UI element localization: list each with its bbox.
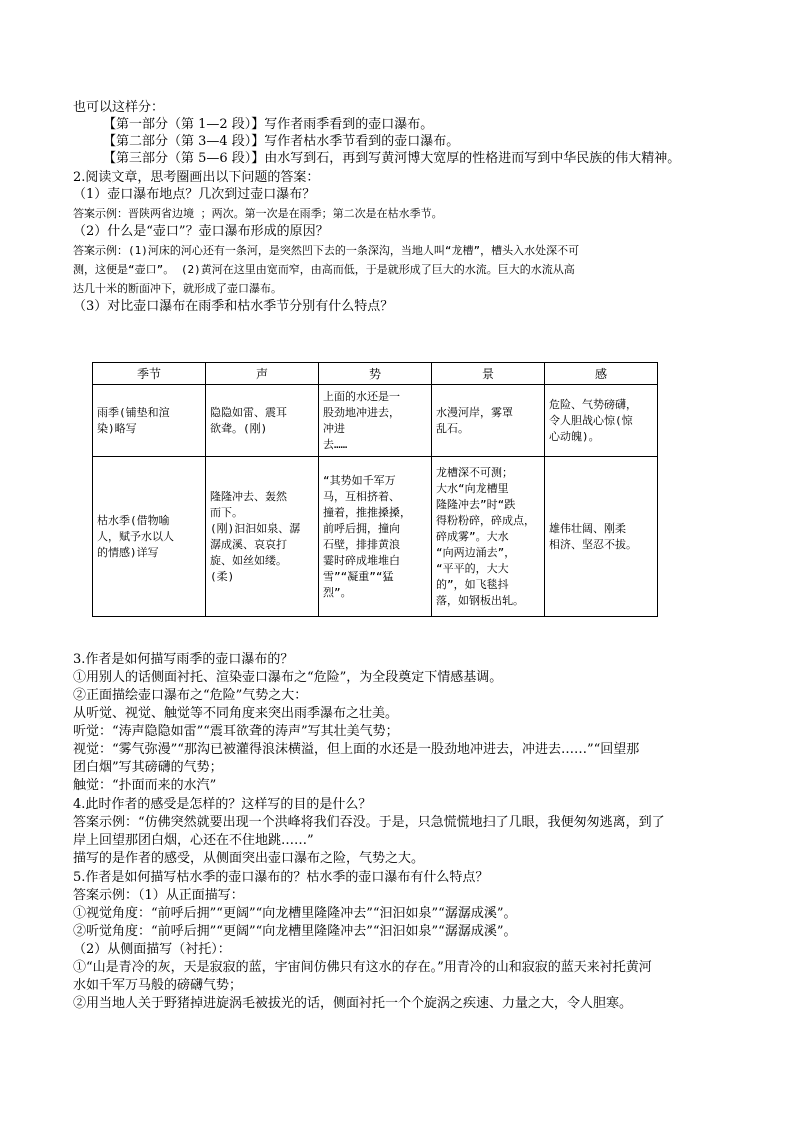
q2-sub2-answer-3: 达几十米的断面冲下，就形成了壶口瀑布。 (73, 282, 282, 295)
q4-title: 4.此时作者的感受是怎样的？这样写的目的是什么？ (73, 797, 372, 812)
q2-title: 2.阅读文章，思考圈画出以下问题的答案： (73, 170, 320, 185)
q5-answer-line: 水如千军万马般的磅礴气势； (73, 978, 243, 993)
q4-answer-line: 岸上回望那团白烟，心还在不住地跳……” (73, 833, 314, 848)
q5-answer-line: ①“山是青冷的灰，天是寂寂的蓝，宇宙间仿佛只有这水的存在。”用青冷的山和寂寂的蓝天来衬托黄河 (73, 960, 652, 975)
q2-sub1: （1）壶口瀑布地点？几次到过壶口瀑布？ (73, 187, 316, 202)
intro-part-3: 【第三部分（第 5—6 段）】由水写到石，再到写黄河博大宽厚的性格进而写到中华民族的伟大精神。 (103, 151, 681, 166)
q2-sub3: （3）对比壶口瀑布在雨季和枯水季节分别有什么特点？ (73, 299, 394, 314)
q3-answer-line: ②正面描绘壶口瀑布之“危险”气势之大： (73, 688, 308, 703)
q5-answer-line: ②用当地人关于野猪掉进旋涡毛被拔光的话，侧面衬托一个个旋涡之疾速、力量之大，令人胆寒。 (73, 996, 633, 1011)
table-cell: 水漫河岸，雾罩 乱石。 (432, 385, 545, 457)
table-cell: 隐隐如雷、震耳 欲聋。(刚) (206, 385, 319, 457)
q3-answer-line: ①用别人的话侧面衬托、渲染壶口瀑布之“危险”，为全段奠定下情感基调。 (73, 670, 503, 685)
comparison-table (92, 362, 658, 617)
q2-sub1-answer: 答案示例：晋陕两省边境 ；两次。第一次是在雨季；第二次是在枯水季节。 (73, 207, 443, 220)
table-header-row (93, 363, 658, 385)
q3-answer-line: 触觉：“扑面而来的水汽” (73, 778, 217, 793)
table-cell: 隆隆冲去、轰然 而下。 (刚)汩汩如泉、潺 潺成溪、哀哀打 旋、如丝如缕。 (柔) (206, 457, 319, 617)
q4-answer-line: 描写的是作者的感受，从侧面突出壶口瀑布之险，气势之大。 (73, 851, 425, 866)
table-cell: 雨季(铺垫和渲 染)略写 (93, 385, 206, 457)
q3-answer-line: 视觉：“雾气弥漫”“那沟已被灌得浪沫横溢，但上面的水还是一股劲地冲进去，冲进去……”“回望那 (73, 742, 640, 757)
header-sound: 声 (206, 363, 319, 385)
q5-answer-line: （2）从侧面描写（衬托）： (73, 942, 231, 957)
table-cell: 枯水季(借物喻 人，赋予水以人 的情感)详写 (93, 457, 206, 617)
table-cell: 雄伟壮阔、刚柔 相济、坚忍不拔。 (545, 457, 658, 617)
header-feeling: 感 (545, 363, 658, 385)
table-row (93, 385, 658, 457)
q5-title: 5.作者是如何描写枯水季的壶口瀑布的？枯水季的壶口瀑布有什么特点？ (73, 870, 489, 885)
table-cell: 危险、气势磅礴， 令人胆战心惊(惊 心动魄)。 (545, 385, 658, 457)
intro-line: 也可以这样分： (73, 100, 165, 115)
header-scene: 景 (432, 363, 545, 385)
table-cell: 上面的水还是一 股劲地冲进去， 冲进 去…… (319, 385, 432, 457)
q3-title: 3.作者是如何描写雨季的壶口瀑布的？ (73, 652, 294, 667)
intro-part-2: 【第二部分（第 3—4 段）】写作者枯水季节看到的壶口瀑布。 (103, 134, 460, 149)
table-row (93, 457, 658, 617)
q2-sub2: （2）什么是“壶口”？壶口瀑布形成的原因？ (73, 224, 329, 239)
q3-answer-line: 听觉：“涛声隐隐如雷”“震耳欲聋的涛声”写其壮美气势； (73, 724, 399, 739)
q4-answer-line: 答案示例：“仿佛突然就要出现一个洪峰将我们吞没。于是，只急慌慌地扫了几眼，我便匆匆逃离，到了 (73, 815, 665, 830)
q3-answer-line: 团白烟”写其磅礴的气势； (73, 760, 223, 775)
q2-sub2-answer-1: 答案示例：(1)河床的河心还有一条河，是突然凹下去的一条深沟，当地人叫“龙槽”，槽头入水处深不可 (73, 244, 580, 257)
header-season: 季节 (93, 363, 206, 385)
q2-sub2-answer-2: 测，这便是“壶口”。 (2)黄河在这里由宽而窄，由高而低，于是就形成了巨大的水流。巨大的水流从高 (73, 263, 575, 276)
header-momentum: 势 (319, 363, 432, 385)
intro-part-1: 【第一部分（第 1—2 段）】写作者雨季看到的壶口瀑布。 (103, 117, 434, 132)
table-cell: “其势如千军万 马，互相挤着、 撞着，推推搡搡， 前呼后拥，撞向 石壁，排排黄浪 霎时碎成堆堆白 雪”“凝重”“猛 烈”。 (319, 457, 432, 617)
q5-answer-line: 答案示例：（1）从正面描写： (73, 888, 244, 903)
q5-answer-line: ②听觉角度：“前呼后拥”“更阔”“向龙槽里隆隆冲去”“汩汩如泉”“潺潺成溪”。 (73, 924, 517, 939)
table-cell: 龙槽深不可测； 大水“向龙槽里 隆隆冲去”时“跌 得粉粉碎，碎成点， 碎成雾”。大水 “向两边涌去”， “平平的，大大 的”，如飞毯抖 落，如钢板出轧。 (432, 457, 545, 617)
q5-answer-line: ①视觉角度：“前呼后拥”“更阔”“向龙槽里隆隆冲去”“汩汩如泉”“潺潺成溪”。 (73, 906, 517, 921)
q3-answer-line: 从听觉、视觉、触觉等不同角度来突出雨季瀑布之壮美。 (73, 706, 399, 721)
